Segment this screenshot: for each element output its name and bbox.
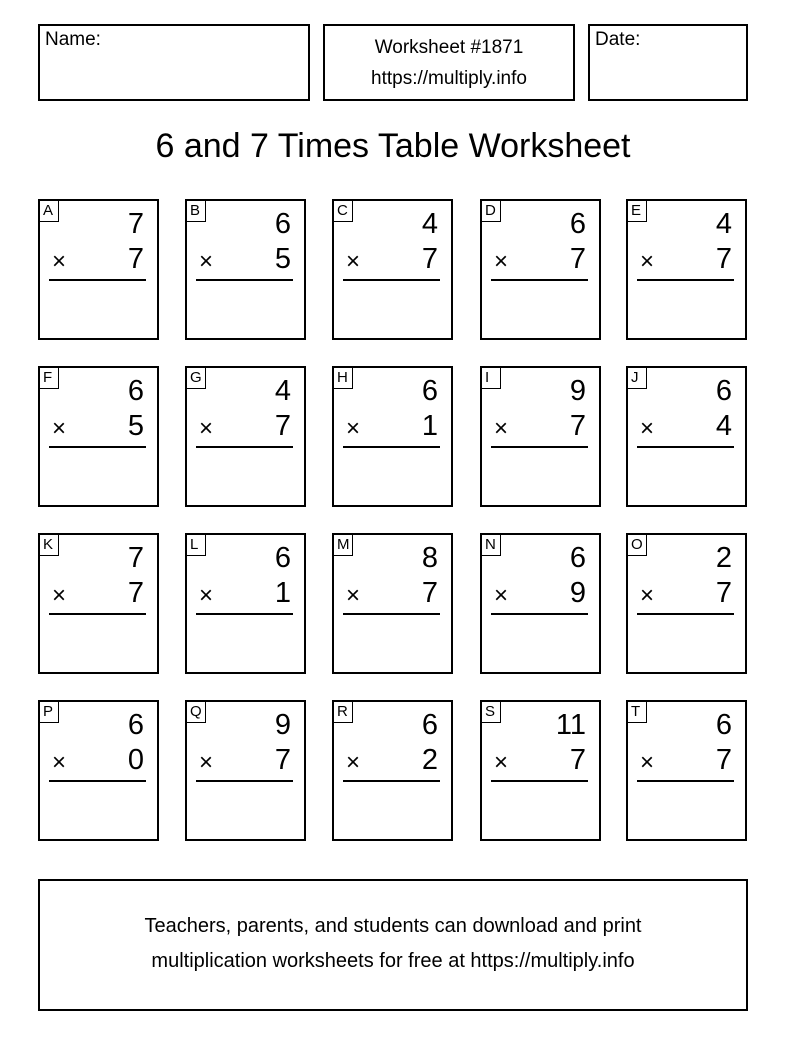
times-sign: × xyxy=(199,582,214,609)
multiplicand: 6 xyxy=(127,709,144,741)
multiplier: 7 xyxy=(715,744,732,776)
multiplicand: 2 xyxy=(715,542,732,574)
answer-line xyxy=(196,780,293,782)
answer-line xyxy=(343,780,440,782)
multiplier: 7 xyxy=(569,243,586,275)
problem-letter: P xyxy=(39,701,59,723)
multiplier: 5 xyxy=(274,243,291,275)
answer-line xyxy=(196,613,293,615)
problem-card[interactable] xyxy=(38,199,159,340)
answer-line xyxy=(343,279,440,281)
times-sign: × xyxy=(494,248,509,275)
problem-card[interactable] xyxy=(38,366,159,507)
times-sign: × xyxy=(640,582,655,609)
answer-line xyxy=(196,279,293,281)
multiplicand: 6 xyxy=(421,375,438,407)
times-sign: × xyxy=(52,248,67,275)
worksheet-number: Worksheet #1871 xyxy=(374,37,524,58)
problem-letter: R xyxy=(333,701,353,723)
multiplicand: 7 xyxy=(127,542,144,574)
footer-line-1: Teachers, parents, and students can download and print xyxy=(144,915,642,937)
problem-letter: Q xyxy=(186,701,206,723)
multiplier: 5 xyxy=(127,410,144,442)
problem-letter: E xyxy=(627,200,647,222)
multiplier: 7 xyxy=(715,243,732,275)
multiplicand: 6 xyxy=(421,709,438,741)
times-sign: × xyxy=(52,749,67,776)
times-sign: × xyxy=(640,749,655,776)
answer-line xyxy=(49,279,146,281)
times-sign: × xyxy=(640,415,655,442)
multiplicand: 6 xyxy=(715,375,732,407)
multiplicand: 6 xyxy=(274,542,291,574)
multiplier: 1 xyxy=(274,577,291,609)
problem-letter: O xyxy=(627,534,647,556)
times-sign: × xyxy=(640,248,655,275)
multiplier: 4 xyxy=(715,410,732,442)
multiplier: 7 xyxy=(127,243,144,275)
multiplicand: 4 xyxy=(715,208,732,240)
times-sign: × xyxy=(346,582,361,609)
times-sign: × xyxy=(52,415,67,442)
problem-letter: A xyxy=(39,200,59,222)
problem-card[interactable] xyxy=(185,199,306,340)
multiplicand: 11 xyxy=(555,709,586,741)
multiplicand: 6 xyxy=(569,542,586,574)
problem-letter: I xyxy=(481,367,501,389)
multiplier: 7 xyxy=(421,577,438,609)
multiplier: 1 xyxy=(421,410,438,442)
multiplicand: 6 xyxy=(715,709,732,741)
multiplicand: 4 xyxy=(421,208,438,240)
multiplier: 7 xyxy=(421,243,438,275)
problem-letter: N xyxy=(481,534,501,556)
times-sign: × xyxy=(52,582,67,609)
multiplicand: 7 xyxy=(127,208,144,240)
times-sign: × xyxy=(346,415,361,442)
answer-line xyxy=(491,446,588,448)
problem-card[interactable] xyxy=(332,366,453,507)
answer-line xyxy=(49,613,146,615)
problem-card[interactable] xyxy=(332,533,453,674)
problem-letter: G xyxy=(186,367,206,389)
problem-letter: D xyxy=(481,200,501,222)
times-sign: × xyxy=(346,248,361,275)
multiplicand: 6 xyxy=(274,208,291,240)
name-label: Name: xyxy=(45,29,101,50)
multiplier: 7 xyxy=(569,410,586,442)
times-sign: × xyxy=(199,415,214,442)
name-field[interactable] xyxy=(38,24,310,101)
problem-letter: F xyxy=(39,367,59,389)
problem-card[interactable] xyxy=(185,533,306,674)
problem-card[interactable] xyxy=(332,199,453,340)
problem-letter: L xyxy=(186,534,206,556)
problem-letter: B xyxy=(186,200,206,222)
problem-card[interactable] xyxy=(332,700,453,841)
footer-line-2: multiplication worksheets for free at https://multiply.info xyxy=(151,950,635,972)
answer-line xyxy=(637,446,734,448)
times-sign: × xyxy=(494,582,509,609)
date-field[interactable] xyxy=(588,24,748,101)
multiplier: 9 xyxy=(569,577,586,609)
multiplier: 7 xyxy=(569,744,586,776)
times-sign: × xyxy=(199,248,214,275)
problem-card[interactable] xyxy=(480,700,601,841)
times-sign: × xyxy=(346,749,361,776)
multiplicand: 9 xyxy=(274,709,291,741)
multiplicand: 8 xyxy=(421,542,438,574)
multiplier: 7 xyxy=(715,577,732,609)
worksheet-url: https://multiply.info xyxy=(371,68,527,89)
multiplier: 2 xyxy=(421,744,438,776)
multiplicand: 6 xyxy=(127,375,144,407)
footer-box xyxy=(38,879,748,1011)
problem-letter: T xyxy=(627,701,647,723)
answer-line xyxy=(637,279,734,281)
answer-line xyxy=(343,613,440,615)
worksheet-info-box xyxy=(323,24,575,101)
page-title: 6 and 7 Times Table Worksheet xyxy=(155,127,631,165)
problem-card[interactable] xyxy=(38,700,159,841)
problem-card[interactable] xyxy=(626,700,747,841)
answer-line xyxy=(196,446,293,448)
answer-line xyxy=(343,446,440,448)
multiplicand: 6 xyxy=(569,208,586,240)
problem-card[interactable] xyxy=(626,366,747,507)
problem-letter: S xyxy=(481,701,501,723)
problem-card[interactable] xyxy=(185,366,306,507)
problem-card[interactable] xyxy=(480,533,601,674)
problem-letter: J xyxy=(627,367,647,389)
problem-card[interactable] xyxy=(626,199,747,340)
multiplier: 0 xyxy=(127,744,144,776)
multiplier: 7 xyxy=(127,577,144,609)
problem-card[interactable] xyxy=(185,700,306,841)
problem-letter: C xyxy=(333,200,353,222)
problem-card[interactable] xyxy=(480,366,601,507)
answer-line xyxy=(49,780,146,782)
problem-letter: M xyxy=(333,534,353,556)
multiplier: 7 xyxy=(274,410,291,442)
problem-letter: K xyxy=(39,534,59,556)
problem-letter: H xyxy=(333,367,353,389)
problem-card[interactable] xyxy=(38,533,159,674)
multiplier: 7 xyxy=(274,744,291,776)
answer-line xyxy=(637,613,734,615)
problem-card[interactable] xyxy=(480,199,601,340)
answer-line xyxy=(491,780,588,782)
problem-card[interactable] xyxy=(626,533,747,674)
answer-line xyxy=(491,613,588,615)
date-label: Date: xyxy=(595,29,641,50)
answer-line xyxy=(637,780,734,782)
multiplicand: 4 xyxy=(274,375,291,407)
multiplicand: 9 xyxy=(569,375,586,407)
answer-line xyxy=(491,279,588,281)
times-sign: × xyxy=(494,415,509,442)
answer-line xyxy=(49,446,146,448)
times-sign: × xyxy=(199,749,214,776)
times-sign: × xyxy=(494,749,509,776)
